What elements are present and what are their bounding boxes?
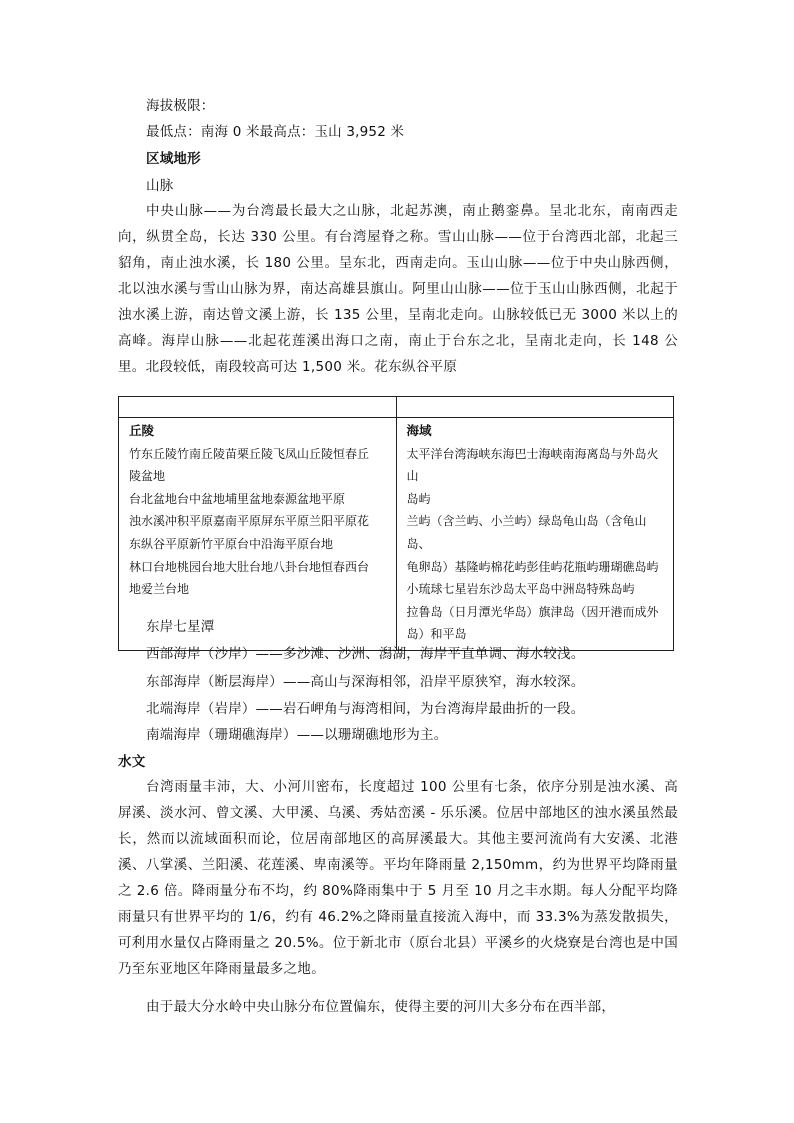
cell-line: 岛）和平岛 <box>406 627 467 642</box>
section-heading-hydrology: 水文 <box>118 754 146 770</box>
hydrology-paragraph-2: 由于最大分水岭中央山脉分布位置偏东，使得主要的河川大多分布在西半部， <box>146 999 616 1015</box>
cell-line: 拉鲁岛（日月潭光华岛）旗津岛（因开港而成外 <box>406 604 659 619</box>
table-cell-empty <box>119 397 397 418</box>
hydrology-paragraph-1: 台湾雨量丰沛，大、小河川密布，长度超过 100 公里有七条，依序分别是浊水溪、高屏溪、淡水河、曾文溪、大甲溪、乌溪、秀姑峦溪 - 乐乐溪。位居中部地区的浊水溪虽然最长，然而以流域面积而论，位居南部地区的高屏溪最大。其他主要河流尚有大安溪、北港溪、八掌溪、兰阳溪、花莲溪、卑南溪等。平均年降雨量 2,150mm，约为世界平均降雨量之 2.6 倍。降雨量分布不均，约 80%降雨集中于 5 月至 10 月之丰水期。每人分配平均降雨量只有世界平均的 1/6，约有 46.2%之降雨量直接流入海中，而 33.3%为蒸发散损失，可利用水量仅占降雨量之 20.5%。位于新北市（原台北县）平溪乡的火烧寮是台湾也是中国乃至东亚地区年降雨量最多之地。 <box>118 779 678 977</box>
cell-line: 小琉球七星岩东沙岛太平岛中洲岛特殊岛屿 <box>406 582 635 597</box>
cell-line: 台北盆地台中盆地埔里盆地泰源盆地平原 <box>129 491 346 506</box>
table-cell-empty <box>396 397 674 418</box>
coast-heading: 东岸七星潭 <box>146 619 215 635</box>
cell-heading-sea-areas: 海域 <box>406 423 432 438</box>
elevation-label: 海拔极限： <box>146 98 215 114</box>
mountains-paragraph: 中央山脉——为台湾最长最大之山脉，北起苏澳，南止鹅銮鼻。呈北北东，南南西走向，纵贯全岛，长达 330 公里。有台湾屋脊之称。雪山山脉——位于台湾西北部，北起三貂角，南止浊水溪，长 180 公里。呈东北，西南走向。玉山山脉——位于中央山脉西侧，北以浊水溪与雪山山脉为界，南达高雄县旗山。阿里山山脉——位于玉山山脉西侧，北起于浊水溪上游，南达曾文溪上游，长 135 公里，呈南北走向。山脉较低已无 3000 米以上的高峰。海岸山脉——北起花莲溪出海口之南，南止于台东之北，呈南北走向，长 148 公里。北段较低，南段较高可达 1,500 米。花东纵谷平原 <box>118 203 678 375</box>
cell-line: 兰屿（含兰屿、小兰屿）绿岛龟山岛（含龟山岛、 <box>406 514 647 551</box>
cell-line: 竹东丘陵竹南丘陵苗栗丘陵飞凤山丘陵恒春丘 <box>129 446 370 461</box>
elevation-values: 最低点：南海 0 米最高点：玉山 3,952 米 <box>146 124 405 140</box>
section-heading-regional-terrain: 区域地形 <box>146 151 201 167</box>
table-cell-landforms <box>119 418 397 651</box>
cell-heading-hills: 丘陵 <box>129 423 155 438</box>
cell-line: 地爱兰台地 <box>129 582 190 597</box>
table-row <box>119 418 674 651</box>
cell-line: 陵盆地 <box>129 469 166 484</box>
cell-line: 东纵谷平原新竹平原台中沿海平原台地 <box>129 536 334 551</box>
cell-line: 浊水溪冲积平原嘉南平原屏东平原兰阳平原花 <box>129 514 370 529</box>
cell-line: 林口台地桃园台地大肚台地八卦台地恒春西台 <box>129 559 370 574</box>
coast-item-south: 南端海岸（珊瑚礁海岸）——以珊瑚礁地形为主。 <box>146 727 448 743</box>
table-cell-waters <box>396 418 674 651</box>
cell-line: 太平洋台湾海峡东海巴士海峡南海离岛与外岛火山 <box>406 446 659 484</box>
terrain-table <box>118 396 674 651</box>
coast-item-north: 北端海岸（岩岸）——岩石岬角与海湾相间，为台湾海岸最曲折的一段。 <box>146 701 585 717</box>
cell-line: 岛屿 <box>406 491 431 506</box>
table-row <box>119 397 674 418</box>
cell-line: 龟卵岛）基隆屿棉花屿彭佳屿花瓶屿珊瑚礁岛屿 <box>406 559 659 574</box>
subheading-mountains: 山脉 <box>146 178 174 194</box>
coast-item-east: 东部海岸（断层海岸）——高山与深海相邻，沿岸平原狭窄，海水较深。 <box>146 674 585 690</box>
coast-item-west: 西部海岸（沙岸）——多沙滩、沙洲、潟湖，海岸平直单调、海水较浅。 <box>146 646 585 662</box>
